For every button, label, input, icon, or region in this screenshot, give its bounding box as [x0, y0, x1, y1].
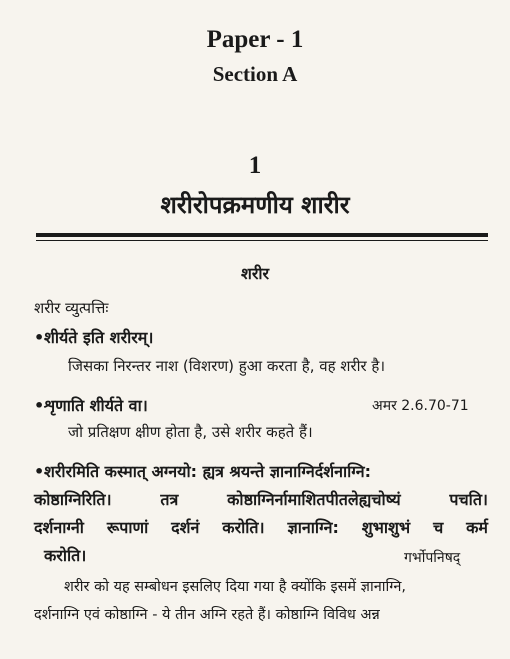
quote-line-1-text: शरीरमिति कस्मात् अग्नयो: ह्यत्र श्रयन्ते ज्ञानाग्निर्दर्शनाग्नि: [44, 462, 372, 481]
verse-2 [34, 394, 148, 416]
title-rule-thin [36, 240, 488, 241]
paragraph-line-2: दर्शनाग्नि एवं कोष्ठाग्नि - ये तीन अग्नि रहते हैं। कोष्ठाग्नि विविध अन्न [34, 607, 380, 623]
verse-2-text: शृणाति शीर्यते वा। [44, 396, 148, 415]
quote-line-4: करोति। [44, 546, 87, 565]
quote-reference: गर्भोपनिषद् [404, 550, 461, 566]
paragraph-line-1: शरीर को यह सम्बोधन इसलिए दिया गया है क्योंकि इसमें ज्ञानाग्नि, [64, 579, 407, 595]
verse-1-text: शीर्यते इति शरीरम्। [44, 328, 154, 347]
paper-title: Paper - 1 [206, 26, 304, 53]
chapter-title: शरीरोपक्रमणीय शारीर [160, 191, 350, 219]
verse-1 [34, 326, 153, 348]
quote-line-2: कोष्ठाग्निरिति। तत्र कोष्ठाग्निर्नामाशितपीतलेह्यचोष्यं पचति। [34, 490, 488, 509]
bullet-icon: • [34, 396, 45, 415]
meaning-2: जो प्रतिक्षण क्षीण होता है, उसे शरीर कहते हैं। [68, 423, 313, 441]
title-rule-thick [36, 233, 488, 237]
bullet-icon: • [34, 462, 45, 481]
section-title: Section A [212, 62, 298, 86]
verse-2-reference: अमर 2.6.70-71 [372, 398, 469, 414]
subheading: शरीर [240, 264, 270, 283]
quote-line-1 [34, 460, 371, 482]
quote-line-3: दर्शनाग्नी रूपाणां दर्शनं करोति। ज्ञानाग्नि: शुभाशुभं च कर्म [34, 518, 488, 537]
chapter-number: 1 [248, 152, 262, 179]
bullet-icon: • [34, 328, 45, 347]
etymology-label: शरीर व्युत्पत्तिः [34, 299, 109, 317]
meaning-1: जिसका निरन्तर नाश (विशरण) हुआ करता है, वह शरीर है। [68, 357, 386, 375]
